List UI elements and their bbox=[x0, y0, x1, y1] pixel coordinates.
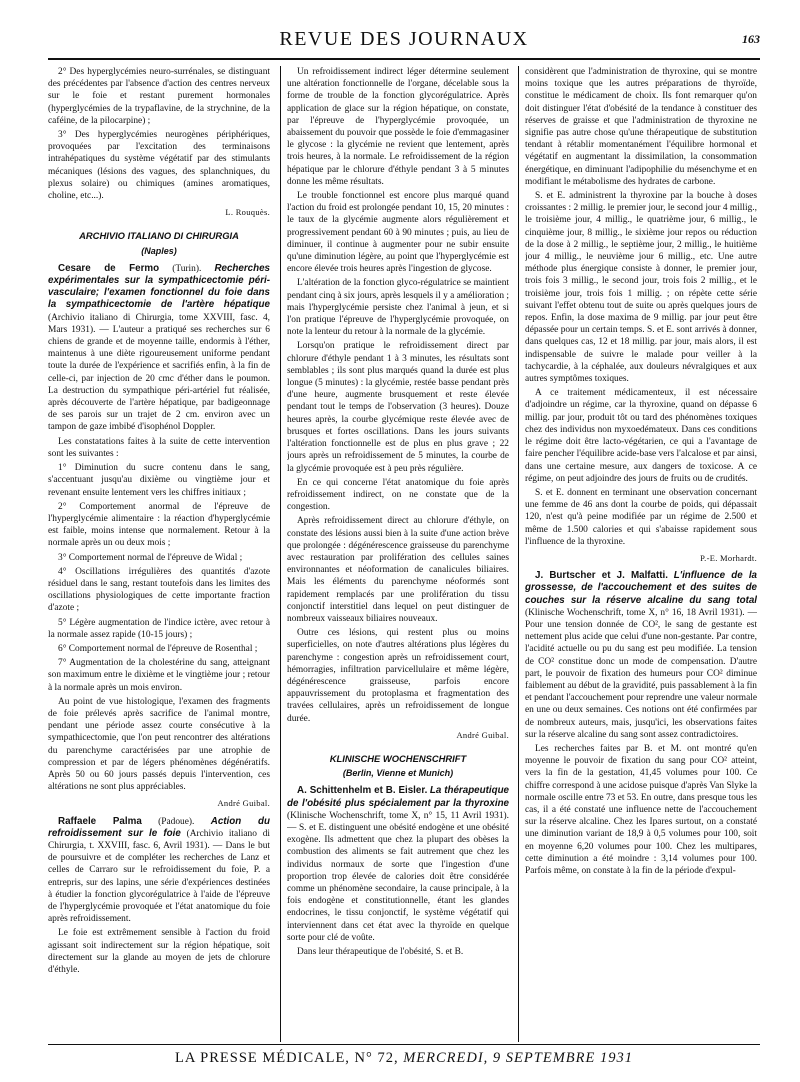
paragraph: 3° Des hyperglycémies neurogènes périphériques, provoquées par l'excitation des terminaisons intrahépatiques du système végétatif par des stimulants mécaniques (lésions des vagues, des splanchniques, du plexus solaire) ou chimiques (amines aromatiques, choline, etc...). bbox=[48, 130, 270, 202]
author-signature: P.-E. Morhardt. bbox=[700, 552, 757, 563]
journal-section-title: KLINISCHE WOCHENSCHRIFT bbox=[329, 752, 467, 764]
article-place: (Turin). bbox=[159, 263, 215, 274]
paragraph: 6° Comportement normal de l'épreuve de Rosenthal ; bbox=[58, 643, 258, 654]
paragraph: Les constatations faites à la suite de cette intervention sont les suivantes : bbox=[48, 436, 270, 459]
article-entry bbox=[525, 570, 757, 741]
paragraph: Dans leur thérapeutique de l'obésité, S. et B. bbox=[297, 947, 464, 958]
article-title: Recherches expérimentales sur la sympathicectomie péri-vasculaire; l'examen fonctionnel du foie dans la sympathicectomie de l'artère hépatique bbox=[48, 262, 270, 311]
article-reference: (Archivio italiano di Chirurgia, tome XXVIII, fasc. 4, Mars 1931). — L'auteur a pratiqué ses recherches sur 6 chiens de grande et de moyenne taille, endormis à l'éther, maintenus à une diète rigoureusement uniforme pendant toute la durée de l'expérience et sacrifiés enfin, à la fin de celle-ci, par injection de 20 cmc d'éther dans le poumon. La destruction du sympathique péri-artériel fut réalisée, après découverte de l'artère hépatique, par badigeonnage de ses parois sur un trajet de 2 cm. environ avec un tampon de gaze imbibé d'isophénol Doppler. bbox=[48, 312, 270, 433]
paragraph: S. et E. administrent la thyroxine par la bouche à doses croissantes : 2 millig. le premier jour, le second jour 4 millig., le troisième jour, 4 millig., le quatrième jour, 6 millig., le cinquième jour, 8 millig., le sixième jour repos ou réduction de la dose à 2 millig., le septième jour, 2 millig., le huitième jour 4 millig., le neuvième jour 6 millig., etc. Une autre méthode plus énergique consiste à donner, le premier jour, trois fois 3 millig., le second jour, trois fois 2 millig., et le troisième jour, trois fois 1 millig. ; on répète cette série suivant l'effet obtenu tout de suite ou après quelques jours de repos. Enfin, la dose maxima de 9 millig. par jour peut être dépassée pour un certain temps. S. et E. sont arrivés à donner, dans quelques cas, 12 et 18 millig. par jour, mais alors, il est indispensable de suivre le malade pour veiller à la tachycardie, à la céphalée, aux douleurs névralgiques et aux autres symptômes toxiques. bbox=[525, 191, 757, 385]
column-1 bbox=[48, 66, 270, 1042]
article-entry bbox=[287, 785, 509, 944]
paragraph: Le foie est extrêmement sensible à l'action du froid agissant soit indirectement sur la région hépatique, soit directement sur la glande au moyen de jets de chlorure d'éthyle. bbox=[48, 928, 270, 976]
paragraph: Un refroidissement indirect léger détermine seulement une altération fonctionnelle de l'organe, décelable sous la forme de trouble de la fonction glycorégulatrice. Après application de glace sur la région hépatique, on constate, par l'épreuve de l'hyperglycémie provoquée, un abaissement du pouvoir que possède le foie d'emmagasiner le glycose : la glycémie ne revient que lentement, après trois heures, à la normale. Le refroidissement de la région hépatique par le chlorure d'éthyle pendant 3 à 5 minutes donne les même résultats. bbox=[287, 67, 509, 187]
article-place: (Padoue). bbox=[141, 816, 211, 827]
page-header bbox=[48, 26, 760, 56]
paragraph: 3° Comportement normal de l'épreuve de Widal ; bbox=[58, 552, 243, 563]
paragraph: 7° Augmentation de la cholestérine du sang, atteignant son maximum entre le dixième et le vingtième jour ; retour à la normale après un mois environ. bbox=[48, 658, 270, 693]
article-reference: (Klinische Wochenschrift, tome X, n° 16, 18 Avril 1931). — Pour une tension donnée de CO², le sang de gestante est nettement plus acide que celui d'une non-gestante. Par contre, l'acidité actuelle ou pu du sang est peu modifiée. La tension de CO² constitue donc un mode de compensation. D'autre part, le pouvoir de fixation des humeurs pour CO² diminue faiblement au début de la gravidité, puis passablement à la fin et pendant l'accouchement pour reprendre une valeur normale en une ou deux semaines. Ces notions ont été confirmées par de nombreux auteurs, mais, jusqu'ici, les observations faites sur la réserve alcaline du sang sont assez contradictoires. bbox=[525, 607, 757, 740]
column-3 bbox=[525, 66, 757, 1042]
page-number: 163 bbox=[742, 32, 760, 46]
page-footer bbox=[48, 1050, 760, 1067]
paragraph: 1° Diminution du sucre contenu dans le sang, s'accentuant jusqu'au dixième ou vingtième jour et revenant ensuite lentement vers les chiffres initiaux ; bbox=[48, 463, 270, 498]
running-title: REVUE DES JOURNAUX bbox=[279, 28, 529, 50]
paragraph: L'altération de la fonction glyco-régulatrice se maintient pendant cinq à six jours, après lesquels il y a amélioration ; mais l'hyperglycémie persiste chez l'animal à jeun, et si l'on pratique l'épreuve de l'hyperglycémie provoquée, on note la lenteur du retour à la normale de la glycémie. bbox=[287, 278, 509, 338]
article-reference: (Archivio italiano di Chirurgia, t. XXVIII, fasc. 6, Avril 1931). — Dans le but de poursuivre et de compléter les recherches de Lanz et celles de Carraro sur le refroidissement du foie, P. a entrepris, sur des lapins, une série d'expériences destinées à étudier la fonction glycorégulatrice à l'aide de l'épreuve de l'hyperglycémie provoquée et l'état anatomique du foie après refroidissement. bbox=[48, 828, 270, 925]
paragraph: Au point de vue histologique, l'examen des fragments de foie prélevés après sacrifice de l'animal montre, pendant une période assez courte consécutive à la sympathicectomie, que l'on peut rencontrer des altérations du parenchyme caractérisées par une atrophie de compression et par de légers phénomènes dégénératifs. Après 50 ou 60 jours passés depuis l'intervention, ces altérations ne sont plus appréciables. bbox=[48, 696, 270, 793]
article-reference: (Klinische Wochenschrift, tome X, n° 15, 11 Avril 1931). — S. et E. distinguent une obésité endogène et une obésité exogène. Ils admettent que chez la plupart des obèses la combustion des aliments se fait autrement que chez les individus normaux de sorte que l'ingestion d'une proportion trop élevée de calories doit être considérée comme un phénomène secondaire, la cause principale, à la fois endogène et constitutionnelle, étant les glandes endocrines, le tissu conjonctif, le système végétatif qui interviennent dans cet état avec la thyroïde en quelque sorte pour clé de voûte. bbox=[287, 810, 509, 943]
column-divider bbox=[518, 66, 519, 1042]
paragraph: 5° Légère augmentation de l'indice ictère, avec retour à la normale assez rapide (10-15 jours) ; bbox=[48, 617, 270, 640]
article-author: Cesare de Fermo bbox=[58, 262, 160, 274]
journal-section-subtitle: (Berlin, Vienne et Munich) bbox=[342, 768, 454, 779]
paragraph: Le trouble fonctionnel est encore plus marqué quand l'action du froid est prolongée pendant 10, 15, 20 minutes : le taux de la glycémie augmente alors régulièrement et progressivement pendant 60 à 90 minutes ; puis, au lieu de diminuer, il continue à augmenter pour ne subir ensuite qu'une diminution légère, au point que l'hyperglycémie est encore élevée trois heures après l'ingestion de glycose. bbox=[287, 191, 509, 275]
paragraph: 2° Comportement anormal de l'épreuve de l'hyperglycémie alimentaire : la réaction d'hyperglycémie est faible, moins intense que normalement. Retour à la normale après un ou deux mois ; bbox=[48, 501, 270, 549]
column-2 bbox=[287, 66, 509, 1042]
paragraph: A ce traitement médicamenteux, il est nécessaire d'adjoindre un régime, car la thyroxine, quand on dépasse 6 millig. par jour, produit tôt ou tard des phénomènes toxiques chez des individus non myxoedémateux. Dans ces conditions le régime doit être lacto-végétarien, ce qui a l'avantage de faire pencher l'équilibre acide-base vers l'alcalose et par ainsi, dans une certaine mesure, aux dangers de toxicose. A ce régime, on peut adjoindre des jours de fruits ou de crudités. bbox=[525, 388, 757, 484]
article-author: Raffaele Palma bbox=[58, 815, 142, 827]
author-signature: André Guibal. bbox=[456, 729, 509, 740]
paragraph: 2° Des hyperglycémies neuro-surrénales, se distinguant des précédentes par l'absence d'action des centres nerveux sur le foie et restant purement hormonales (hyperglycémies de la trypaflavine, de la strychnine, de la caféine, de la pilocarpine) ; bbox=[48, 67, 270, 126]
article-entry bbox=[48, 816, 270, 926]
paragraph: 4° Oscillations irrégulières des quantités d'azote résiduel dans le sang, restant toutefois dans les limites des oscillations physiologiques de cette importante fraction d'azote ; bbox=[48, 566, 270, 614]
author-signature: L. Rouquès. bbox=[225, 207, 270, 218]
article-entry bbox=[48, 263, 270, 434]
article-author: J. Burtscher et J. Malfatti. bbox=[535, 570, 668, 582]
paragraph: considèrent que l'administration de thyroxine, qui se montre moins toxique que les autres préparations de thyroïde, constitue le médicament de choix. Ils font remarquer qu'on doit distinguer l'état d'obésité de la tendance à constituer des réserves de graisse et que l'administration de thyroxine ne signifie pas autre chose qu'une thérapeutique de substitution tendant à rétablir momentanément l'équilibre hormonal et végétatif en augmentant la dissimilation, la consommation énergétique, en diminuant l'adipophilie du mésenchyme et en modifiant le métabolisme des hydrates de carbone. bbox=[525, 67, 757, 187]
paragraph: Outre ces lésions, qui restent plus ou moins superficielles, on note d'autres altérations plus légères du parenchyme : congestion après un refroidissement court, hémorragies, infiltration parvicellulaire et même légère, dégénérescence graisseuse, parfois encore appauvrissement du protoplasma et fragmentation des travées cellulaires, après un refroidissement de longue durée. bbox=[287, 628, 509, 724]
article-title: L'influence de la grossesse, de l'accouchement et des suites de couches sur la réserve alcaline du sang total bbox=[525, 570, 757, 606]
paragraph: Lorsqu'on pratique le refroidissement direct par chlorure d'éthyle pendant 1 à 3 minutes, les résultats sont semblables ; ils sont plus marqués quand la durée est plus longue (5 minutes) : la glycémie, restée basse pendant près d'une heure, augmente brusquement et reste élevée pendant tout le temps de l'observation (3 heures). Douze heures après, la courbe glycémique reste élevée avec de brusques et fortes oscillations. Dans les jours suivants l'altération fonctionnelle est de plus en plus grave ; 22 jours après un refroidissement de 5 minutes, la courbe de la glycémie provoquée est à peu près régulière. bbox=[287, 341, 509, 474]
article-title: La thérapeutique de l'obésité plus spécialement par la thyroxine bbox=[287, 785, 509, 809]
footer-date: MERCREDI, 9 SEPTEMBRE 1931 bbox=[403, 1050, 633, 1066]
footer-journal: LA PRESSE MÉDICALE, N° 72, bbox=[175, 1050, 404, 1066]
author-signature: André Guibal. bbox=[217, 798, 270, 809]
column-divider bbox=[280, 66, 281, 1042]
paragraph: S. et E. donnent en terminant une observation concernant une femme de 46 ans dont la courbe de poids, qui dépassait 120, n'est qu'à peine modifiée par un régime de 2.500 et même de 1.500 calories et qui s'abaisse rapidement sous l'influence de la thyroxine. bbox=[525, 487, 757, 547]
paragraph: Après refroidissement direct au chlorure d'éthyle, on constate des lésions aussi bien à la suite d'une action brève que prolongée : dégénérescence graisseuse du parenchyme avec restauration par prolifération des cellules saines environnantes et néoformation de canalicules biliaires. Mais les éléments du parenchyme néoformés sont rapidement remplacés par une prolifération du tissu conjonctif interstitiel dans lequel on peut distinguer de nombreux vaisseaux biliaires nouveaux. bbox=[287, 516, 509, 624]
footer-rule bbox=[48, 1044, 760, 1045]
header-rule bbox=[48, 58, 760, 60]
paragraph: Les recherches faites par B. et M. ont montré qu'en moyenne le pouvoir de fixation du sang pour CO² atteint, vers la fin de la gestation, 41,45 volumes pour 100. Ce chiffre correspond à une acidose puisque d'après Van Slyke la normale oscille entre 73 et 53. En outre, dans presque tous les cas, il a été constaté une influence nette de l'accouchement sur la réserve alcaline. Chez les Ipares surtout, on a constaté une diminution variant de 18,9 à 0,5 volumes pour 100, soit en moyenne 6,20 volumes pour 100. Chez les multipares, cette diminution a été moindre : 3,14 volumes pour 100. Parfois même, on constate à la fin de la période d'expul- bbox=[525, 743, 757, 876]
article-author: A. Schittenhelm et B. Eisler. bbox=[297, 785, 428, 797]
journal-section-title: ARCHIVIO ITALIANO DI CHIRURGIA bbox=[79, 230, 239, 242]
journal-section-subtitle: (Naples) bbox=[141, 245, 177, 256]
article-title: Action du refroidissement sur le foie bbox=[48, 815, 270, 839]
paragraph: En ce qui concerne l'état anatomique du foie après refroidissement indirect, on ne constate que de la congestion. bbox=[287, 477, 509, 513]
